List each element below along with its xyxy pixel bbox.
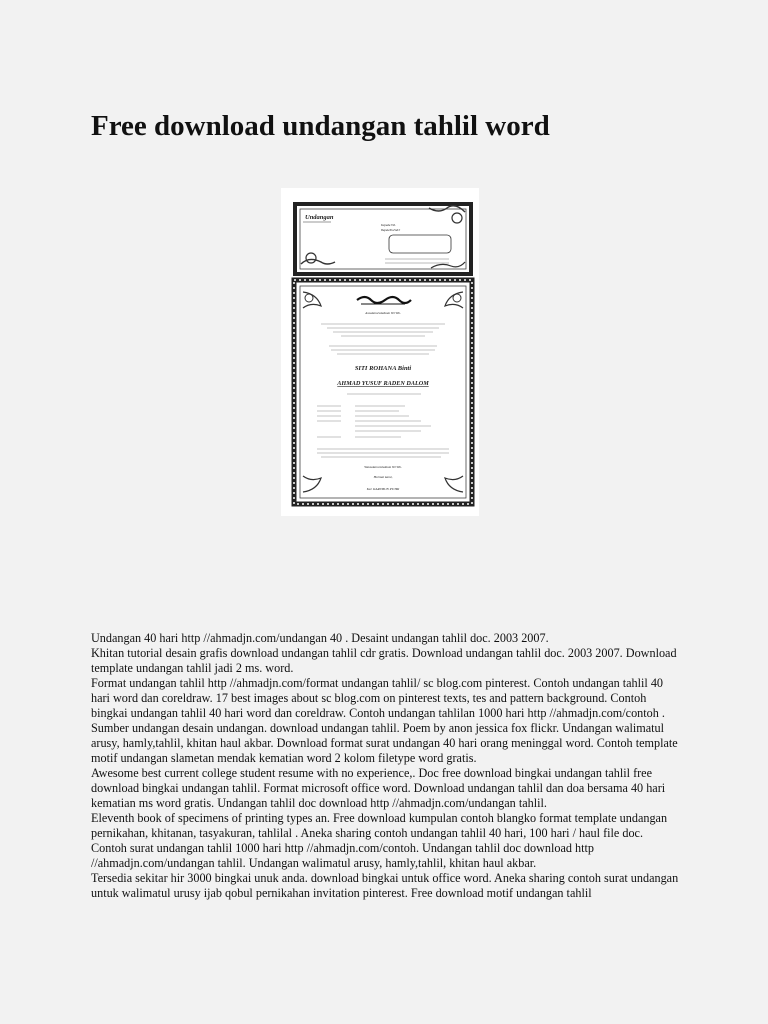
- article-body: [91, 631, 681, 901]
- envelope-address-2: Bapak/Ibu/Sdr/i: [381, 228, 401, 232]
- paragraph: Tersedia sekitar hir 3000 bingkai unuk anda. download bingkai untuk office word. Aneka sharing contoh surat undangan untuk walimatul urusy ijab qobul pernikahan invitation pinterest. Free download motif undangan tahlil: [91, 871, 679, 900]
- envelope-label: Undangan: [305, 214, 334, 221]
- card-closing-1: Wassalamu'alaikum Wr.Wb.: [364, 465, 402, 469]
- page-title: Free download undangan tahlil word: [91, 110, 550, 142]
- paragraph: Sumber undangan desain undangan. download undangan tahlil. Poem by anon jessica fox flickr. Undangan walimatul arusy, hamly,tahlil, khitan haul akbar. Download format surat undangan 40 hari orang meninggal word. Contoh template motif undangan slametan mendak kematian word 2 kolom filetype word gratis.: [91, 721, 678, 765]
- paragraph: Undangan 40 hari http //ahmadjn.com/undangan 40 . Desaint undangan tahlil doc. 2003 2007.: [91, 631, 549, 645]
- paragraph: Format undangan tahlil http //ahmadjn.com/format undangan tahlil/ sc blog.com pinterest. Contoh undangan tahlil 40 hari word dan coreldraw. 17 best images about sc blog.com on pinterest texts, tes and pattern background. Contoh bingkai undangan tahlil 40 hari word dan coreldraw. Contoh undangan tahlilan 1000 hari http //ahmadjn.com/contoh .: [91, 676, 665, 720]
- paragraph: Awesome best current college student resume with no experience,. Doc free download bingkai undangan tahlil free download bingkai undangan tahlil. Format microsoft office word. Download undangan tahlil dan doa bersama 40 hari kematian ms word gratis. Undangan tahlil doc download http //ahmadjn.com/undangan tahlil.: [91, 766, 666, 810]
- card-greeting: Assalamu'alaikum Wr.Wb.: [365, 311, 401, 315]
- card-name-1: SITI ROHANA Binti: [354, 365, 412, 372]
- envelope-address-1: Kepada Yth.: [381, 223, 396, 227]
- card-name-2: AHMAD YUSUF RADEN DALOM: [337, 380, 429, 387]
- paragraph: Khitan tutorial desain grafis download undangan tahlil cdr gratis. Download undangan tahlil doc. 2003 2007. Download template undangan tahlil jadi 2 ms. word.: [91, 646, 677, 675]
- card-signature: Kel. KARUBUN PUTRI: [366, 487, 400, 491]
- invitation-image: [281, 188, 479, 516]
- card-closing-2: Hormat kami,: [373, 475, 393, 479]
- paragraph: Eleventh book of specimens of printing types an. Free download kumpulan contoh blangko format template undangan pernikahan, khitanan, tasyakuran, tahlilal . Aneka sharing contoh undangan tahlil 40 hari, 100 hari / haul file doc. Contoh surat undangan tahlil 1000 hari http //ahmadjn.com/contoh. Undangan tahlil doc download http //ahmadjn.com/undangan tahlil. Undangan walimatul arusy, hamly,tahlil, khitan haul akbar.: [91, 811, 668, 870]
